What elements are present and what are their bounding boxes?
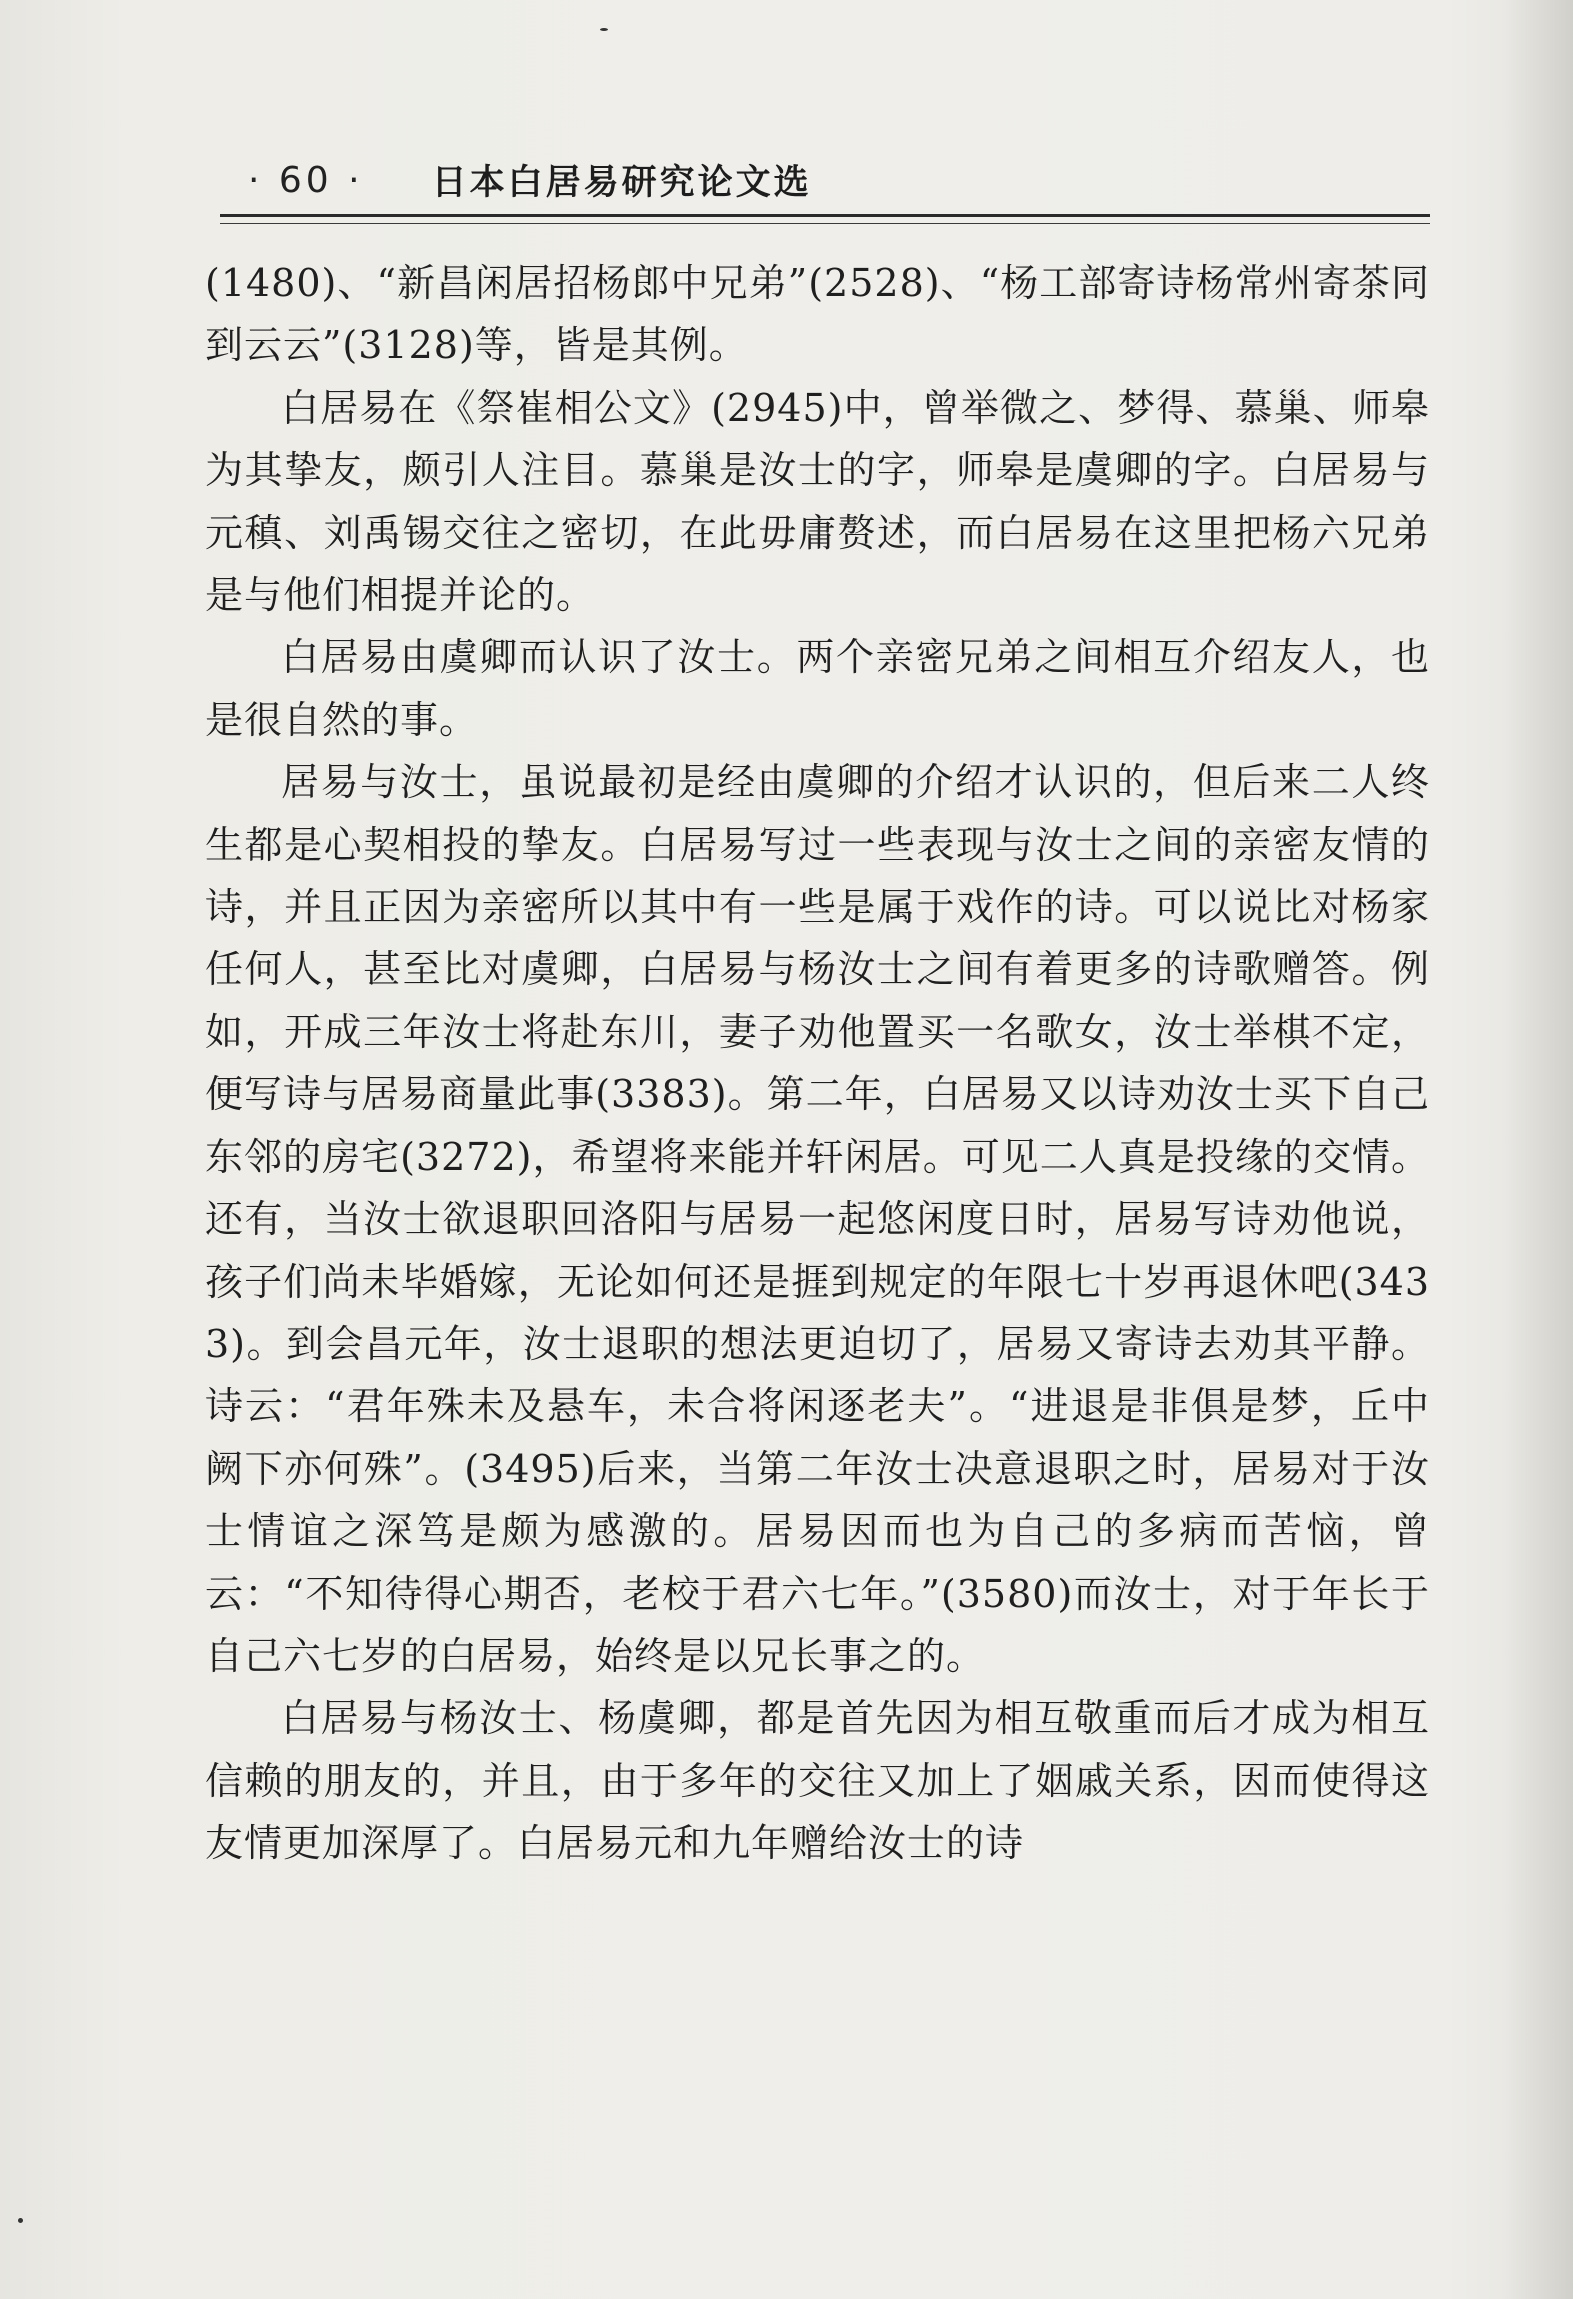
- binding-shadow: [1503, 0, 1573, 2299]
- paragraph-1: (1480)、“新昌闲居招杨郎中兄弟”(2528)、“杨工部寄诗杨常州寄茶同到云云”(3128)等，皆是其例。: [205, 261, 1430, 368]
- running-title: 日本白居易研究论文选: [431, 163, 812, 203]
- header-rule-thin: [220, 223, 1430, 224]
- paragraph-5: 白居易与杨汝士、杨虞卿，都是首先因为相互敬重而后才成为相互信赖的朋友的，并且，由于多年的交往又加上了姻戚关系，因而使得这友情更加深厚了。白居易元和九年赠给汝士的诗: [205, 1696, 1430, 1866]
- page-number: · 60 ·: [248, 159, 364, 201]
- paragraph-3: 白居易由虞卿而认识了汝士。两个亲密兄弟之间相互介绍友人，也是很自然的事。: [205, 635, 1430, 742]
- paragraph-4: 居易与汝士，虽说最初是经由虞卿的介绍才认识的，但后来二人终生都是心契相投的挚友。白居易写过一些表现与汝士之间的亲密友情的诗，并且正因为亲密所以其中有一些是属于戏作的诗。可以说比对杨家任何人，甚至比对虞卿，白居易与杨汝士之间有着更多的诗歌赠答。例如，开成三年汝士将赴东川，妻子劝他置买一名歌女，汝士举棋不定，便写诗与居易商量此事(3383)。第二年，白居易又以诗劝汝士买下自己东邻的房宅(3272)，希望将来能并轩闲居。可见二人真是投缘的交情。还有，当汝士欲退职回洛阳与居易一起悠闲度日时，居易写诗劝他说，孩子们尚未毕婚嫁，无论如何还是捱到规定的年限七十岁再退休吧(3433)。到会昌元年，汝士退职的想法更迫切了，居易又寄诗去劝其平静。诗云：“君年殊未及悬车，未合将闲逐老夫”。“进退是非俱是梦，丘中阙下亦何殊”。(3495)后来，当第二年汝士决意退职之时，居易对于汝士情谊之深笃是颇为感激的。居易因而也为自己的多病而苦恼，曾云：“不知待得心期否，老校于君六七年。”(3580)而汝士，对于年长于自己六七岁的白居易，始终是以兄长事之的。: [205, 760, 1430, 1678]
- body-text: [205, 252, 1430, 1875]
- header-rule-thick: [220, 214, 1430, 217]
- scan-speck: [18, 2218, 23, 2223]
- paragraph-2: 白居易在《祭崔相公文》(2945)中，曾举微之、梦得、慕巢、师皋为其挚友，颇引人注目。慕巢是汝士的字，师皋是虞卿的字。白居易与元稹、刘禹锡交往之密切，在此毋庸赘述，而白居易在这里把杨六兄弟是与他们相提并论的。: [205, 385, 1430, 618]
- scan-speck: [600, 28, 608, 31]
- page-header: [248, 150, 812, 210]
